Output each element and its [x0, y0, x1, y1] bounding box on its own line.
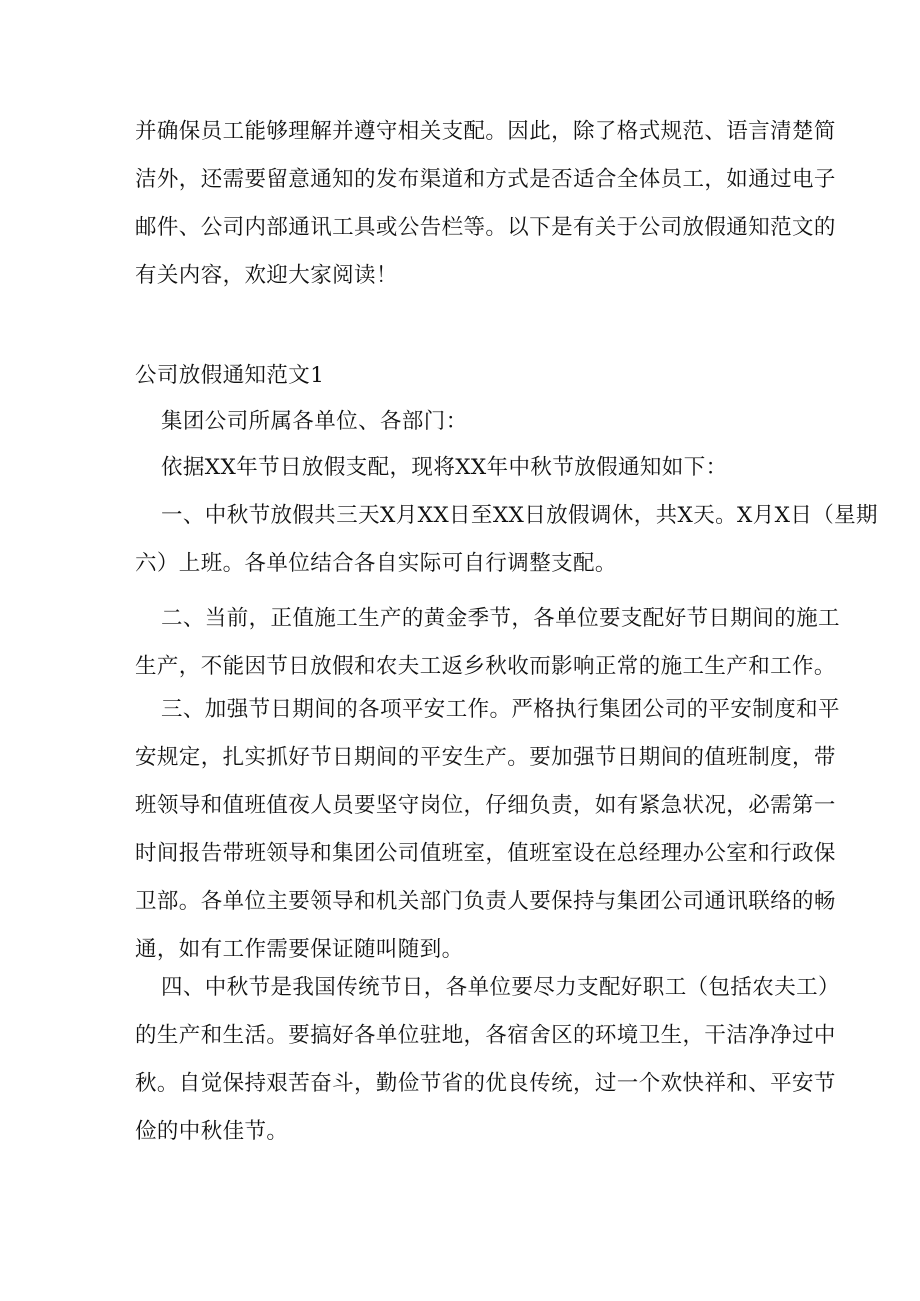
item-4-line: 俭的中秋佳节。 — [135, 1119, 289, 1144]
basis-paragraph: 依据XX年节日放假支配，现将XX年中秋节放假通知如下： — [161, 455, 728, 480]
item-4-paragraph — [135, 964, 840, 1156]
item-2-paragraph — [135, 595, 840, 691]
item-3-paragraph — [135, 686, 840, 974]
item-1-paragraph — [135, 492, 878, 588]
item-4-line: 秋。自觉保持艰苦奋斗，勤俭节省的优良传统，过一个欢快祥和、平安节 — [135, 1071, 836, 1096]
item-3-line: 三、加强节日期间的各项平安工作。严格执行集团公司的平安制度和平 — [161, 697, 840, 722]
item-3-line: 时间报告带班领导和集团公司值班室，值班室设在总经理办公室和行政保 — [135, 841, 836, 866]
intro-line: 洁外，还需要留意通知的发布渠道和方式是否适合全体员工，如通过电子 — [135, 167, 836, 192]
intro-paragraph — [135, 108, 836, 300]
intro-line: 并确保员工能够理解并遵守相关支配。因此，除了格式规范、语言清楚简 — [135, 119, 836, 144]
item-3-line: 安规定，扎实抓好节日期间的平安生产。要加强节日期间的值班制度，带 — [135, 745, 836, 770]
salutation: 集团公司所属各单位、各部门： — [161, 409, 468, 434]
item-1-line: 六）上班。各单位结合各自实际可自行调整支配。 — [135, 551, 617, 576]
item-4-line: 的生产和生活。要搞好各单位驻地，各宿舍区的环境卫生，干洁净净过中 — [135, 1023, 836, 1048]
item-3-line: 通，如有工作需要保证随叫随到。 — [135, 937, 464, 962]
intro-line: 有关内容，欢迎大家阅读！ — [135, 263, 398, 288]
item-4-line: 四、中秋节是我国传统节日，各单位要尽力支配好职工（包括农夫工） — [161, 975, 840, 1000]
intro-line: 邮件、公司内部通讯工具或公告栏等。以下是有关于公司放假通知范文的 — [135, 215, 836, 240]
item-3-line: 卫部。各单位主要领导和机关部门负责人要保持与集团公司通讯联络的畅 — [135, 889, 836, 914]
item-2-line: 二、当前，正值施工生产的黄金季节，各单位要支配好节日期间的施工 — [161, 606, 840, 631]
item-3-line: 班领导和值班值夜人员要坚守岗位，仔细负责，如有紧急状况，必需第一 — [135, 793, 836, 818]
item-1-line: 一、中秋节放假共三天X月XX日至XX日放假调休，共X天。X月X日（星期 — [161, 503, 878, 528]
item-2-line: 生产，不能因节日放假和农夫工返乡秋收而影响正常的施工生产和工作。 — [135, 654, 836, 679]
section-title: 公司放假通知范文1 — [135, 363, 325, 388]
